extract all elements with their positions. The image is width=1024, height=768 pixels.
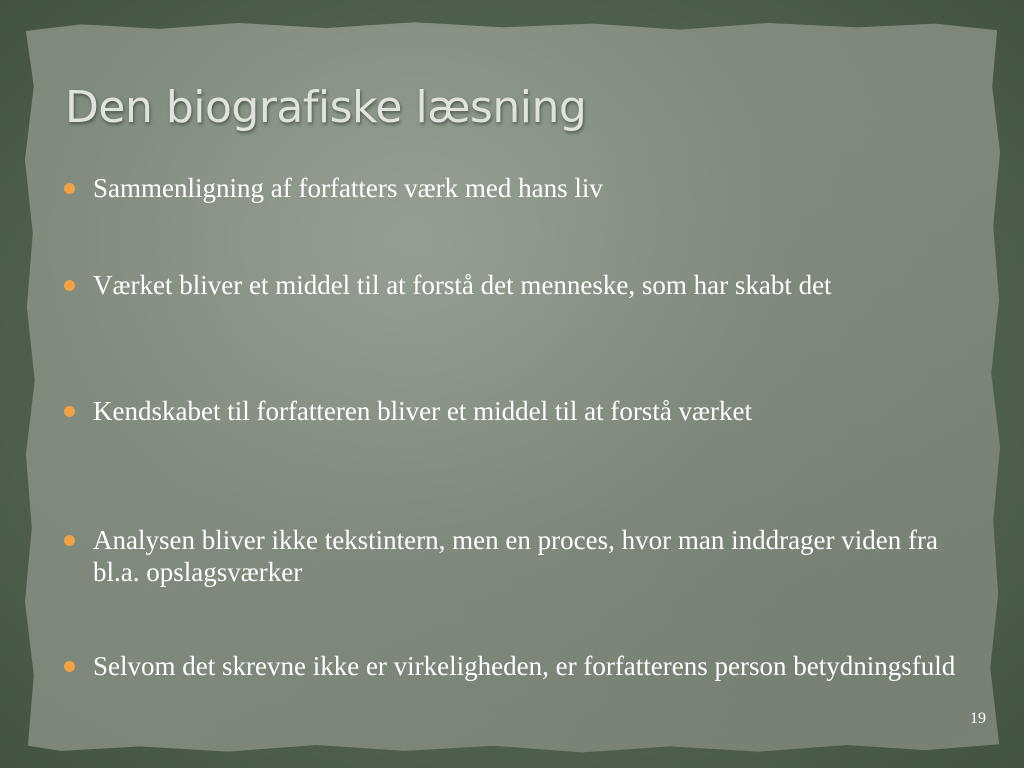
page-number: 19 [970, 710, 986, 727]
bullet-text: Værket bliver et middel til at forstå det menneske, som har skabt det [93, 270, 832, 300]
bullet-item [64, 172, 603, 204]
slide-title: Den biografiske læsning [65, 82, 587, 133]
bullet-text: Analysen bliver ikke tekstintern, men en proces, hvor man inddrager viden fra bl.a. opslagsværker [93, 525, 938, 587]
bullet-item [64, 524, 964, 588]
bullet-text: Selvom det skrevne ikke er virkeligheden, er forfatterens person betydningsfuld [93, 651, 956, 681]
bullet-text: Kendskabet til forfatteren bliver et middel til at forstå værket [93, 396, 753, 426]
bullet-item [64, 395, 752, 427]
bullet-item [64, 650, 955, 682]
bullet-dot-icon [64, 661, 75, 672]
bullet-item [64, 269, 832, 301]
bullet-dot-icon [64, 280, 75, 291]
bullet-dot-icon [64, 535, 75, 546]
bullet-dot-icon [64, 183, 75, 194]
bullet-text: Sammenligning af forfatters værk med hans liv [93, 173, 603, 203]
bullet-dot-icon [64, 406, 75, 417]
